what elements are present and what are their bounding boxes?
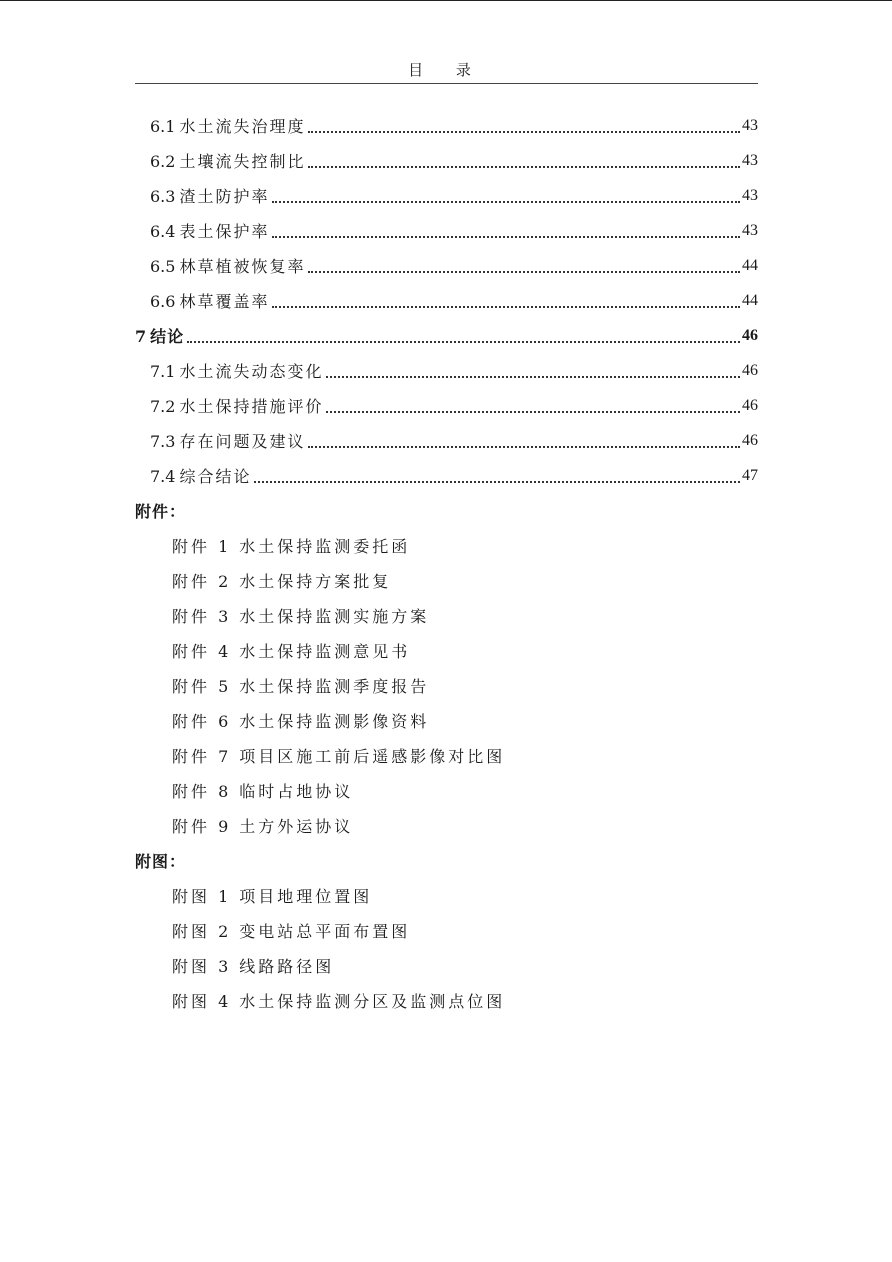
toc-leader-dots bbox=[308, 166, 740, 168]
toc-entry[interactable] bbox=[135, 213, 758, 248]
toc-entry[interactable] bbox=[135, 318, 758, 353]
figure-item-title: 水土保持监测分区及监测点位图 bbox=[239, 992, 506, 1011]
attachment-item[interactable] bbox=[135, 808, 758, 843]
toc-entry-title: 水土流失动态变化 bbox=[179, 362, 324, 381]
figure-item[interactable] bbox=[135, 913, 758, 948]
toc-leader-dots bbox=[308, 131, 740, 133]
toc-entry-page: 46 bbox=[742, 431, 758, 449]
toc-leader-dots bbox=[254, 481, 740, 483]
toc-entry-label bbox=[150, 254, 305, 277]
toc-leader-dots bbox=[272, 236, 740, 238]
attachment-item-number: 附件 4 bbox=[172, 642, 232, 661]
toc-entry[interactable] bbox=[135, 178, 758, 213]
attachment-item-title: 土方外运协议 bbox=[239, 817, 354, 836]
toc-entry-number: 7.4 bbox=[150, 467, 176, 486]
attachment-item-title: 水土保持方案批复 bbox=[239, 572, 392, 591]
attachment-item-number: 附件 3 bbox=[172, 607, 232, 626]
toc-entry-label bbox=[150, 464, 251, 487]
figure-item-number: 附图 3 bbox=[172, 957, 232, 976]
toc-entry[interactable] bbox=[135, 283, 758, 318]
page-top-border bbox=[0, 0, 892, 1]
figure-item-title: 项目地理位置图 bbox=[239, 887, 373, 906]
attachment-item[interactable] bbox=[135, 633, 758, 668]
toc-entry-number: 6.1 bbox=[150, 117, 176, 136]
toc-entry-title: 林草植被恢复率 bbox=[179, 257, 306, 276]
figure-item-number: 附图 2 bbox=[172, 922, 232, 941]
toc-entry-label bbox=[150, 289, 269, 312]
figure-item-number: 附图 4 bbox=[172, 992, 232, 1011]
toc-leader-dots bbox=[308, 446, 740, 448]
toc-entry-title: 林草覆盖率 bbox=[179, 292, 270, 311]
attachment-item-title: 水土保持监测委托函 bbox=[239, 537, 411, 556]
figure-item-number: 附图 1 bbox=[172, 887, 232, 906]
toc-entry-title: 表土保护率 bbox=[179, 222, 270, 241]
attachment-item-title: 水土保持监测季度报告 bbox=[239, 677, 430, 696]
toc-entry[interactable] bbox=[135, 143, 758, 178]
toc-entry-title: 综合结论 bbox=[179, 467, 252, 486]
toc-entry[interactable] bbox=[135, 353, 758, 388]
attachment-item-title: 水土保持监测影像资料 bbox=[239, 712, 430, 731]
table-of-contents bbox=[135, 108, 758, 1018]
toc-entry[interactable] bbox=[135, 458, 758, 493]
attachment-item-number: 附件 2 bbox=[172, 572, 232, 591]
toc-entry[interactable] bbox=[135, 248, 758, 283]
attachment-item-title: 项目区施工前后遥感影像对比图 bbox=[239, 747, 506, 766]
attachment-item-number: 附件 5 bbox=[172, 677, 232, 696]
toc-entry-title: 水土保持措施评价 bbox=[179, 397, 324, 416]
toc-leader-dots bbox=[326, 411, 740, 413]
attachment-item[interactable] bbox=[135, 773, 758, 808]
attachment-item-title: 临时占地协议 bbox=[239, 782, 354, 801]
figure-item-title: 线路路径图 bbox=[239, 957, 335, 976]
figure-item[interactable] bbox=[135, 878, 758, 913]
toc-entry-page: 46 bbox=[742, 326, 758, 344]
toc-entry-number: 7.2 bbox=[150, 397, 176, 416]
attachment-item-title: 水土保持监测实施方案 bbox=[239, 607, 430, 626]
attachment-item[interactable] bbox=[135, 563, 758, 598]
toc-entry-page: 43 bbox=[742, 186, 758, 204]
toc-entry-page: 44 bbox=[742, 256, 758, 274]
page-header-title: 目 录 bbox=[408, 61, 485, 79]
attachment-item-title: 水土保持监测意见书 bbox=[239, 642, 411, 661]
attachment-item-number: 附件 8 bbox=[172, 782, 232, 801]
toc-entry-label bbox=[135, 324, 184, 347]
attachment-item[interactable] bbox=[135, 598, 758, 633]
toc-entry-label bbox=[150, 359, 323, 382]
toc-entry-label bbox=[150, 429, 305, 452]
attachment-item[interactable] bbox=[135, 528, 758, 563]
toc-entry-label bbox=[150, 114, 305, 137]
attachment-item-number: 附件 6 bbox=[172, 712, 232, 731]
toc-entry-page: 46 bbox=[742, 396, 758, 414]
toc-entry-page: 47 bbox=[742, 466, 758, 484]
header-divider bbox=[135, 83, 758, 84]
figure-item[interactable] bbox=[135, 948, 758, 983]
toc-entry-page: 43 bbox=[742, 116, 758, 134]
toc-entry-number: 6.2 bbox=[150, 152, 176, 171]
toc-entry-title: 结论 bbox=[150, 327, 185, 346]
attachment-item-number: 附件 9 bbox=[172, 817, 232, 836]
figure-item-title: 变电站总平面布置图 bbox=[239, 922, 411, 941]
toc-entry-number: 7.3 bbox=[150, 432, 176, 451]
toc-entry-label bbox=[150, 219, 269, 242]
toc-leader-dots bbox=[272, 201, 740, 203]
toc-entry[interactable] bbox=[135, 108, 758, 143]
toc-entry-title: 存在问题及建议 bbox=[179, 432, 306, 451]
toc-entry-number: 6.4 bbox=[150, 222, 176, 241]
figure-item[interactable] bbox=[135, 983, 758, 1018]
toc-entry-number: 6.6 bbox=[150, 292, 176, 311]
toc-entry-title: 渣土防护率 bbox=[179, 187, 270, 206]
toc-entry-label bbox=[150, 149, 305, 172]
toc-entry-page: 46 bbox=[742, 361, 758, 379]
toc-entry-page: 44 bbox=[742, 291, 758, 309]
attachment-item[interactable] bbox=[135, 738, 758, 773]
toc-leader-dots bbox=[326, 376, 740, 378]
toc-leader-dots bbox=[187, 341, 740, 343]
toc-entry-page: 43 bbox=[742, 221, 758, 239]
toc-entry-label bbox=[150, 394, 323, 417]
toc-entry-title: 水土流失治理度 bbox=[179, 117, 306, 136]
toc-entry-page: 43 bbox=[742, 151, 758, 169]
attachment-item[interactable] bbox=[135, 703, 758, 738]
toc-entry-title: 土壤流失控制比 bbox=[179, 152, 306, 171]
figures-heading: 附图： bbox=[135, 852, 187, 871]
attachments-heading: 附件： bbox=[135, 502, 187, 521]
toc-leader-dots bbox=[308, 271, 740, 273]
attachment-item-number: 附件 1 bbox=[172, 537, 232, 556]
toc-entry[interactable] bbox=[135, 388, 758, 423]
toc-entry-number: 6.3 bbox=[150, 187, 176, 206]
toc-entry-number: 7 bbox=[135, 327, 147, 346]
attachment-item-number: 附件 7 bbox=[172, 747, 232, 766]
toc-entry-number: 7.1 bbox=[150, 362, 176, 381]
toc-leader-dots bbox=[272, 306, 740, 308]
attachment-item[interactable] bbox=[135, 668, 758, 703]
toc-entry[interactable] bbox=[135, 423, 758, 458]
toc-entry-label bbox=[150, 184, 269, 207]
toc-entry-number: 6.5 bbox=[150, 257, 176, 276]
